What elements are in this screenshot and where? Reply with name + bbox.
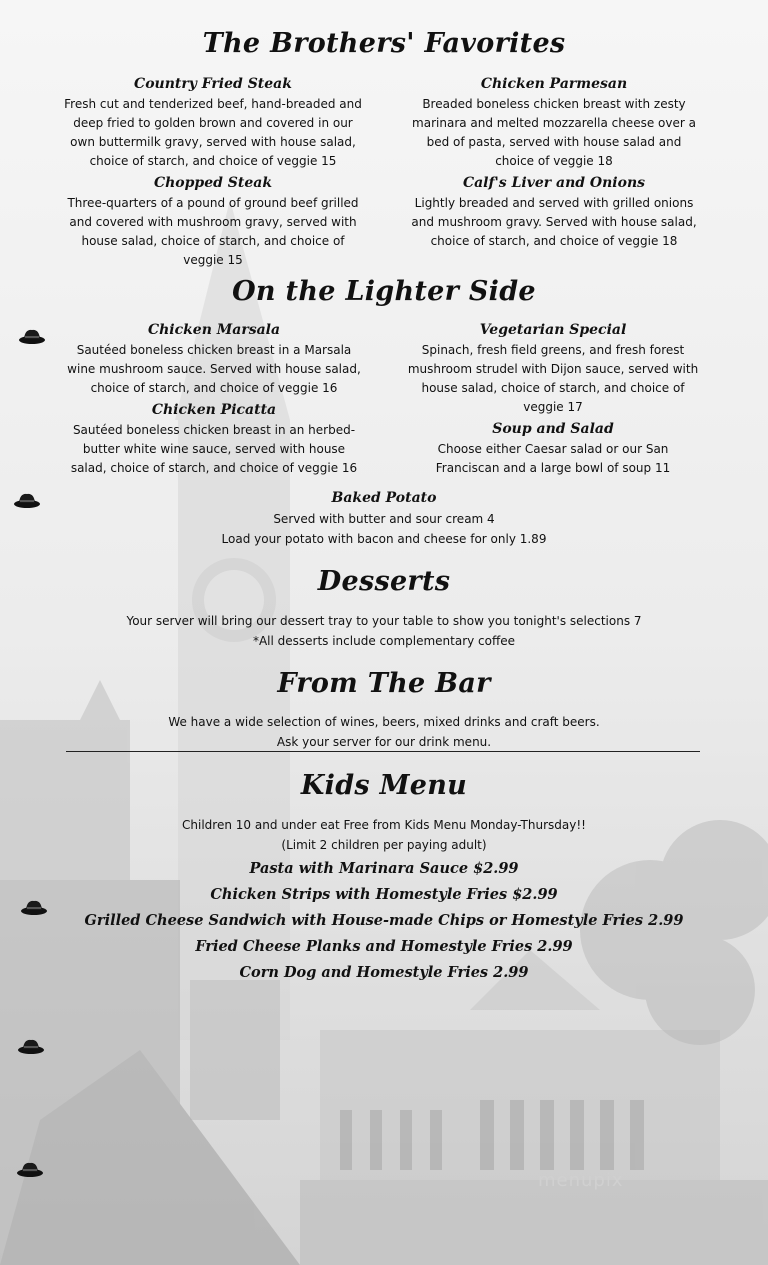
lighter-right-column	[406, 322, 700, 482]
kids-line: Children 10 and under eat Free from Kids Menu Monday-Thursday!!	[182, 818, 586, 832]
kids-item: Corn Dog and Homestyle Fries 2.99	[239, 964, 529, 981]
dish-description: Spinach, fresh field greens, and fresh forest mushroom strudel with Dijon sauce, served with house salad, choice of starch, and choice of veggie 17	[407, 343, 699, 414]
dish-name: Chopped Steak	[153, 175, 273, 191]
watermark: menupix	[538, 1170, 624, 1191]
favorites-left-column	[62, 76, 364, 274]
menu-item	[406, 421, 700, 478]
kids-item: Chicken Strips with Homestyle Fries $2.99	[210, 886, 558, 903]
dish-name: Soup and Salad	[492, 421, 614, 437]
menu-item	[406, 76, 702, 171]
dish-description: Sautéed boneless chicken breast in an herbed-butter white wine sauce, served with house salad, choice of starch, and choice of veggie 16	[70, 423, 358, 475]
dish-description: Fresh cut and tenderized beef, hand-breaded and deep fried to golden brown and covered in our own buttermilk gravy, served with house salad, choice of starch, and choice of veggie 15	[64, 97, 362, 168]
kids-limit: (Limit 2 children per paying adult)	[281, 838, 487, 852]
dish-name: Baked Potato	[331, 490, 437, 506]
dish-description: Sautéed boneless chicken breast in a Marsala wine mushroom sauce. Served with house salad, choice of starch, and choice of veggie 16	[67, 343, 361, 395]
dish-description: Served with butter and sour cream 4	[273, 512, 495, 526]
fedora-hat-icon	[17, 326, 47, 346]
bar-line: We have a wide selection of wines, beers, mixed drinks and craft beers.	[168, 715, 600, 729]
lighter-left-column	[66, 322, 362, 482]
lighter-side-heading: On the Lighter Side	[232, 276, 536, 307]
bar-heading: From The Bar	[277, 668, 491, 699]
bar-text	[0, 712, 768, 752]
section-divider	[66, 751, 700, 752]
desserts-heading: Desserts	[317, 566, 451, 597]
dish-description: Breaded boneless chicken breast with zesty marinara and melted mozzarella cheese over a bed of pasta, served with house salad and choice of veggie 18	[412, 97, 696, 168]
fedora-hat-icon	[19, 897, 49, 917]
fedora-hat-icon	[12, 490, 42, 510]
dish-name: Vegetarian Special	[479, 322, 627, 338]
menu-item	[66, 322, 362, 398]
fedora-hat-icon	[15, 1159, 45, 1179]
dish-description: Three-quarters of a pound of ground beef grilled and covered with mushroom gravy, served with house salad, choice of starch, and choice of veggie 15	[67, 196, 359, 267]
menu-item	[406, 175, 702, 251]
kids-items	[0, 856, 768, 986]
dish-name: Calf's Liver and Onions	[462, 175, 646, 191]
dish-name: Chicken Picatta	[151, 402, 277, 418]
kids-item: Pasta with Marinara Sauce $2.99	[249, 860, 519, 877]
menu-item	[406, 322, 700, 417]
baked-potato-item	[0, 490, 768, 549]
kids-item: Fried Cheese Planks and Homestyle Fries 2.99	[195, 938, 573, 955]
dish-name: Country Fried Steak	[134, 76, 292, 92]
kids-item: Grilled Cheese Sandwich with House-made Chips or Homestyle Fries 2.99	[84, 912, 684, 929]
menu-item	[66, 402, 362, 478]
favorites-right-column	[406, 76, 702, 255]
dish-description: Lightly breaded and served with grilled onions and mushroom gravy. Served with house salad, choice of starch, and choice of veggie 18	[411, 196, 697, 248]
desserts-note: *All desserts include complementary coffee	[252, 634, 516, 648]
dish-name: Chicken Marsala	[147, 322, 281, 338]
menu-item	[62, 175, 364, 270]
dish-description: Load your potato with bacon and cheese for only 1.89	[221, 532, 547, 546]
desserts-line: Your server will bring our dessert tray to your table to show you tonight's selections 7	[126, 614, 642, 628]
desserts-text	[0, 611, 768, 651]
dish-name: Chicken Parmesan	[480, 76, 628, 92]
bar-line: Ask your server for our drink menu.	[276, 735, 492, 749]
dish-description: Choose either Caesar salad or our San Franciscan and a large bowl of soup 11	[435, 442, 671, 475]
favorites-heading: The Brothers' Favorites	[202, 28, 566, 59]
fedora-hat-icon	[16, 1036, 46, 1056]
kids-heading: Kids Menu	[300, 770, 468, 801]
menu-item	[62, 76, 364, 171]
kids-intro	[0, 815, 768, 855]
